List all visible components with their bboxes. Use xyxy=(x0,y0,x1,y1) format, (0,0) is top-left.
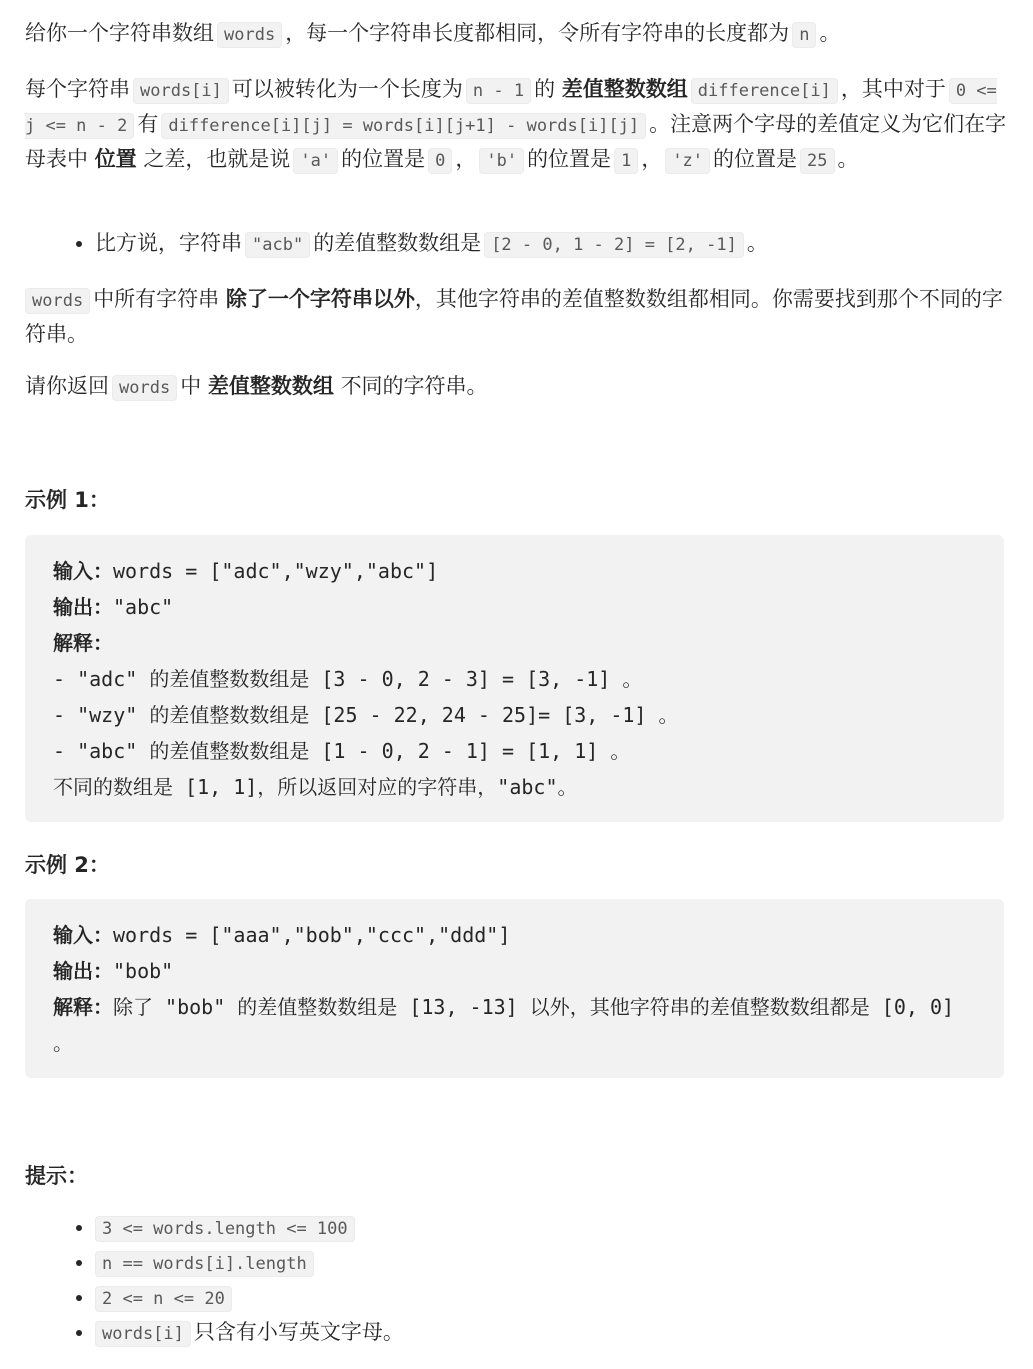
inline-code: [2 - 0, 1 - 2] = [2, -1] xyxy=(484,232,744,258)
text: ， xyxy=(455,147,477,171)
inline-code: 3 <= words.length <= 100 xyxy=(95,1216,355,1242)
text: 的位置是 xyxy=(713,147,798,171)
inline-code: words xyxy=(25,288,90,314)
inline-code: difference[i] xyxy=(691,78,838,104)
input-label: 输入： xyxy=(53,559,113,583)
intro-paragraph-1 xyxy=(25,17,1010,52)
intro-paragraph-4 xyxy=(25,370,1010,405)
explain-label: 解释： xyxy=(53,631,113,655)
explain-line: 不同的数组是 [1, 1]，所以返回对应的字符串，"abc"。 xyxy=(53,775,578,799)
inline-code: 2 <= n <= 20 xyxy=(95,1286,232,1312)
text: 中 xyxy=(180,374,202,398)
example-2-heading: 示例 2： xyxy=(25,853,110,877)
list-item xyxy=(95,227,768,262)
text: 不同的字符串。 xyxy=(340,374,488,398)
text: 之差，也就是说 xyxy=(143,147,291,171)
text: 请你返回 xyxy=(25,374,109,398)
text: 有 xyxy=(137,112,159,136)
text: 可以被转化为一个长度为 xyxy=(231,77,463,101)
hints-list xyxy=(25,1211,404,1351)
inline-code: words[i] xyxy=(133,78,229,104)
text: 中所有字符串 xyxy=(93,287,220,311)
inline-code: 'b' xyxy=(479,148,524,174)
text: 的差值整数数组是 xyxy=(313,231,482,255)
inline-code: difference[i][j] = words[i][j+1] - words[i][j] xyxy=(161,113,646,139)
example-bullet-list xyxy=(25,227,768,262)
example-2-block xyxy=(25,899,1004,1078)
text: 给你一个字符串数组 xyxy=(25,21,214,45)
explain-line: - "adc" 的差值整数数组是 [3 - 0, 2 - 3] = [3, -1] 。 xyxy=(53,667,643,691)
inline-code: 0 xyxy=(428,148,452,174)
example-input-line xyxy=(53,917,976,953)
text: ，每一个字符串长度都相同，令所有字符串的长度都为 xyxy=(285,21,790,45)
bold-term: 差值整数数组 xyxy=(207,374,334,398)
explain-line: - "wzy" 的差值整数数组是 [25 - 22, 24 - 25]= [3, -1] 。 xyxy=(53,703,679,727)
inline-code: words xyxy=(112,375,177,401)
inline-code: 25 xyxy=(800,148,834,174)
inline-code: 0 <= j <= n - 2 xyxy=(25,78,997,139)
list-item xyxy=(95,1211,404,1246)
text: 。注意两个字母的差值定义为它们在字母表中 xyxy=(25,112,1007,171)
inline-code: words[i] xyxy=(95,1321,191,1347)
inline-code: 'z' xyxy=(665,148,710,174)
text: 只含有小写英文字母。 xyxy=(193,1320,404,1344)
example-explain-line xyxy=(53,989,976,1061)
input-label: 输入： xyxy=(53,923,113,947)
inline-code: words xyxy=(217,22,282,48)
output-value: "abc" xyxy=(113,595,174,619)
hints-heading: 提示： xyxy=(25,1164,88,1188)
explain-value: 除了 "bob" 的差值整数数组是 [13, -13] 以外，其他字符串的差值整数数组都是 [0, 0] 。 xyxy=(53,995,967,1055)
example-1-heading: 示例 1： xyxy=(25,488,110,512)
text: 比方说，字符串 xyxy=(95,231,242,255)
intro-paragraph-2 xyxy=(25,73,1010,178)
input-value: words = ["aaa","bob","ccc","ddd"] xyxy=(113,923,511,947)
inline-code: 1 xyxy=(614,148,638,174)
explain-label: 解释： xyxy=(53,995,113,1019)
intro-paragraph-3 xyxy=(25,283,1010,351)
bold-term: 差值整数数组 xyxy=(561,77,688,101)
inline-code: n == words[i].length xyxy=(95,1251,314,1277)
inline-code: 'a' xyxy=(293,148,338,174)
text: 的 xyxy=(534,77,556,101)
inline-code: n - 1 xyxy=(466,78,531,104)
text: ， xyxy=(641,147,663,171)
example-output-line xyxy=(53,953,976,989)
inline-code: n xyxy=(792,22,816,48)
bold-term: 除了一个字符串以外 xyxy=(225,287,415,311)
example-1-block xyxy=(25,535,1004,822)
text: 。 xyxy=(837,147,859,171)
explain-line: - "abc" 的差值整数数组是 [1 - 0, 2 - 1] = [1, 1] 。 xyxy=(53,739,631,763)
text: ，其中对于 xyxy=(840,77,946,101)
output-value: "bob" xyxy=(113,959,174,983)
text: 的位置是 xyxy=(527,147,612,171)
text: 。 xyxy=(819,21,841,45)
text: ，其他字符串的差值整数数组都相同。你需要找到那个不同的字符串。 xyxy=(25,287,1003,346)
bold-term: 位置 xyxy=(94,147,137,171)
list-item xyxy=(95,1246,404,1281)
text: 每个字符串 xyxy=(25,77,130,101)
output-label: 输出： xyxy=(53,959,113,983)
example-input-line xyxy=(53,553,976,589)
text: 。 xyxy=(746,231,768,255)
list-item xyxy=(95,1281,404,1316)
list-item xyxy=(95,1316,404,1351)
input-value: words = ["adc","wzy","abc"] xyxy=(113,559,439,583)
text: 的位置是 xyxy=(341,147,426,171)
inline-code: "acb" xyxy=(245,232,310,258)
example-output-line xyxy=(53,589,976,625)
example-explain-label-line xyxy=(53,625,976,661)
output-label: 输出： xyxy=(53,595,113,619)
